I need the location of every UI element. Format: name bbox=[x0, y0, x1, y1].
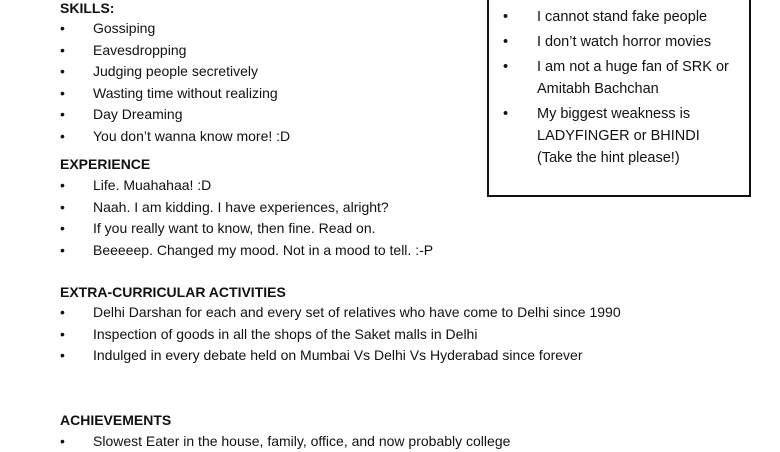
list-item: • I am not a huge fan of SRK or Amitabh Bachchan bbox=[489, 56, 737, 100]
experience-heading: EXPERIENCE bbox=[60, 156, 151, 172]
list-item: • Day Dreaming bbox=[0, 104, 290, 126]
list-item: • Delhi Darshan for each and every set of relatives who have come to Delhi since 1990 bbox=[0, 302, 693, 324]
list-item: • I cannot stand fake people bbox=[489, 6, 737, 28]
side-list bbox=[489, 6, 737, 172]
list-item: • My biggest weakness is LADYFINGER or BHINDI (Take the hint please!) bbox=[489, 103, 737, 169]
list-item: • Eavesdropping bbox=[0, 40, 290, 62]
achievements-list bbox=[0, 431, 510, 452]
list-item: • Wasting time without realizing bbox=[0, 83, 290, 105]
skills-heading: SKILLS: bbox=[60, 0, 115, 16]
list-item: • Judging people secretively bbox=[0, 61, 290, 83]
extracurricular-heading: EXTRA-CURRICULAR ACTIVITIES bbox=[60, 284, 286, 300]
list-item: • Indulged in every debate held on Mumbai Vs Delhi Vs Hyderabad since forever bbox=[0, 345, 693, 367]
list-item: • Beeeeep. Changed my mood. Not in a mood to tell. :-P bbox=[0, 240, 433, 262]
list-item: • You don’t wanna know more! :D bbox=[0, 126, 290, 148]
list-item: • Life. Muahahaa! :D bbox=[0, 175, 433, 197]
experience-list bbox=[0, 175, 433, 261]
achievements-heading: ACHIEVEMENTS bbox=[60, 412, 172, 428]
list-item: • Naah. I am kidding. I have experiences, alright? bbox=[0, 197, 433, 219]
list-item: • I don’t watch horror movies bbox=[489, 31, 737, 53]
list-item: • Gossiping bbox=[0, 18, 290, 40]
list-item: • Slowest Eater in the house, family, office, and now probably college bbox=[0, 431, 510, 452]
skills-list bbox=[0, 18, 290, 147]
extracurricular-list bbox=[0, 302, 693, 367]
list-item: • Inspection of goods in all the shops of the Saket malls in Delhi bbox=[0, 324, 693, 346]
list-item: • If you really want to know, then fine. Read on. bbox=[0, 218, 433, 240]
personal-notes-box bbox=[487, 0, 751, 197]
